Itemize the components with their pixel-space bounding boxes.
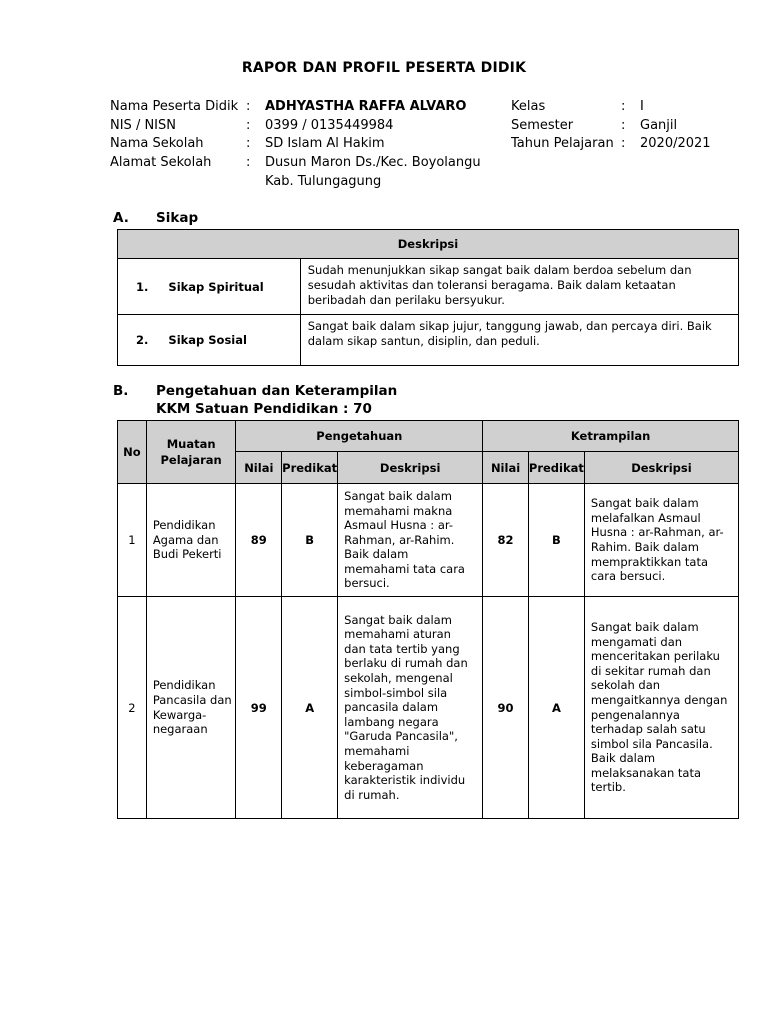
skills-predicate-header: Predikat bbox=[528, 452, 584, 484]
section-a-letter: A. bbox=[113, 210, 129, 226]
class-value: I bbox=[640, 99, 644, 114]
nis-value: 0399 / 0135449984 bbox=[265, 118, 394, 133]
skills-predicate: A bbox=[528, 597, 584, 819]
row-number: 1 bbox=[118, 484, 147, 597]
attitude-description: Sudah menunjukkan sikap sangat baik dalam berdoa sebelum dan sesudah aktivitas dan toleransi beragama. Baik dalam ketaatan beribadah dan perilaku bersyukur. bbox=[300, 259, 738, 315]
knowledge-predicate: B bbox=[282, 484, 338, 597]
section-a-title: Sikap bbox=[156, 210, 199, 226]
skills-description: Sangat baik dalam melafalkan Asmaul Husna : ar-Rahman, ar-Rahim. Baik dalam mempraktikkan tata cara bersuci. bbox=[584, 484, 738, 597]
table-row bbox=[118, 597, 739, 819]
attitude-name-cell bbox=[118, 259, 301, 315]
section-b-title: Pengetahuan dan Keterampilan bbox=[156, 383, 398, 399]
knowledge-score: 99 bbox=[236, 597, 282, 819]
kkm-label: KKM Satuan Pendidikan : 70 bbox=[156, 401, 372, 417]
no-header: No bbox=[118, 421, 147, 484]
subject-header: Muatan Pelajaran bbox=[146, 421, 236, 484]
knowledge-score-header: Nilai bbox=[236, 452, 282, 484]
skills-header: Ketrampilan bbox=[483, 421, 739, 452]
table-row bbox=[118, 484, 739, 597]
address-label: Alamat Sekolah bbox=[110, 155, 212, 170]
skills-score: 82 bbox=[483, 484, 529, 597]
school-value: SD Islam Al Hakim bbox=[265, 136, 385, 151]
colon: : bbox=[246, 99, 251, 114]
knowledge-description: Sangat baik dalam memahami aturan dan tata tertib yang berlaku di rumah dan sekolah, mengenal simbol-simbol sila pancasila dalam lambang negara "Garuda Pancasila", memahami keberagaman karakteristik individu di rumah. bbox=[338, 597, 483, 819]
year-value: 2020/2021 bbox=[640, 136, 711, 151]
attitude-table bbox=[117, 229, 739, 366]
attitude-name: Sikap Spiritual bbox=[168, 279, 264, 294]
class-label: Kelas bbox=[511, 99, 546, 114]
knowledge-description-header: Deskripsi bbox=[338, 452, 483, 484]
table-row bbox=[118, 315, 739, 366]
school-label: Nama Sekolah bbox=[110, 136, 204, 151]
address-line-1: Dusun Maron Ds./Kec. Boyolangu bbox=[265, 155, 481, 170]
skills-description-header: Deskripsi bbox=[584, 452, 738, 484]
skills-description: Sangat baik dalam mengamati dan menceritakan perilaku di sekitar rumah dan sekolah dan mengaitkannya dengan pengenalannya terhadap salah satu simbol sila Pancasila. Baik dalam melaksanakan tata tertib. bbox=[584, 597, 738, 819]
colon: : bbox=[621, 136, 626, 151]
name-label: Nama Peserta Didik bbox=[110, 99, 239, 114]
section-b-letter: B. bbox=[113, 383, 129, 399]
knowledge-description: Sangat baik dalam memahami makna Asmaul Husna : ar-Rahman, ar-Rahim. Baik dalam memahami tata cara bersuci. bbox=[338, 484, 483, 597]
grades-table bbox=[117, 420, 739, 819]
knowledge-score: 89 bbox=[236, 484, 282, 597]
student-name: ADHYASTHA RAFFA ALVARO bbox=[265, 99, 467, 114]
semester-label: Semester bbox=[511, 118, 574, 133]
colon: : bbox=[246, 118, 251, 133]
row-number: 1. bbox=[136, 279, 149, 294]
table-header-row bbox=[118, 230, 739, 259]
knowledge-predicate: A bbox=[282, 597, 338, 819]
colon: : bbox=[246, 136, 251, 151]
semester-value: Ganjil bbox=[640, 118, 678, 133]
knowledge-predicate-header: Predikat bbox=[282, 452, 338, 484]
skills-score: 90 bbox=[483, 597, 529, 819]
year-label: Tahun Pelajaran bbox=[511, 136, 614, 151]
attitude-description: Sangat baik dalam sikap jujur, tanggung jawab, dan percaya diri. Baik dalam sikap santun, disiplin, dan peduli. bbox=[300, 315, 738, 366]
page-title: RAPOR DAN PROFIL PESERTA DIDIK bbox=[241, 60, 527, 76]
knowledge-header: Pengetahuan bbox=[236, 421, 483, 452]
table-header-row bbox=[118, 421, 739, 452]
colon: : bbox=[621, 118, 626, 133]
subject-name: Pendidikan Pancasila dan Kewarga-negaraan bbox=[146, 597, 236, 819]
row-number: 2. bbox=[136, 333, 149, 347]
colon: : bbox=[246, 155, 251, 170]
description-header: Deskripsi bbox=[118, 230, 739, 259]
table-row bbox=[118, 259, 739, 315]
attitude-name-cell bbox=[118, 315, 301, 366]
skills-score-header: Nilai bbox=[483, 452, 529, 484]
skills-predicate: B bbox=[528, 484, 584, 597]
colon: : bbox=[621, 99, 626, 114]
subject-name: Pendidikan Agama dan Budi Pekerti bbox=[146, 484, 236, 597]
nis-label: NIS / NISN bbox=[110, 118, 176, 133]
row-number: 2 bbox=[118, 597, 147, 819]
address-line-2: Kab. Tulungagung bbox=[265, 174, 382, 189]
attitude-name: Sikap Sosial bbox=[168, 333, 247, 347]
